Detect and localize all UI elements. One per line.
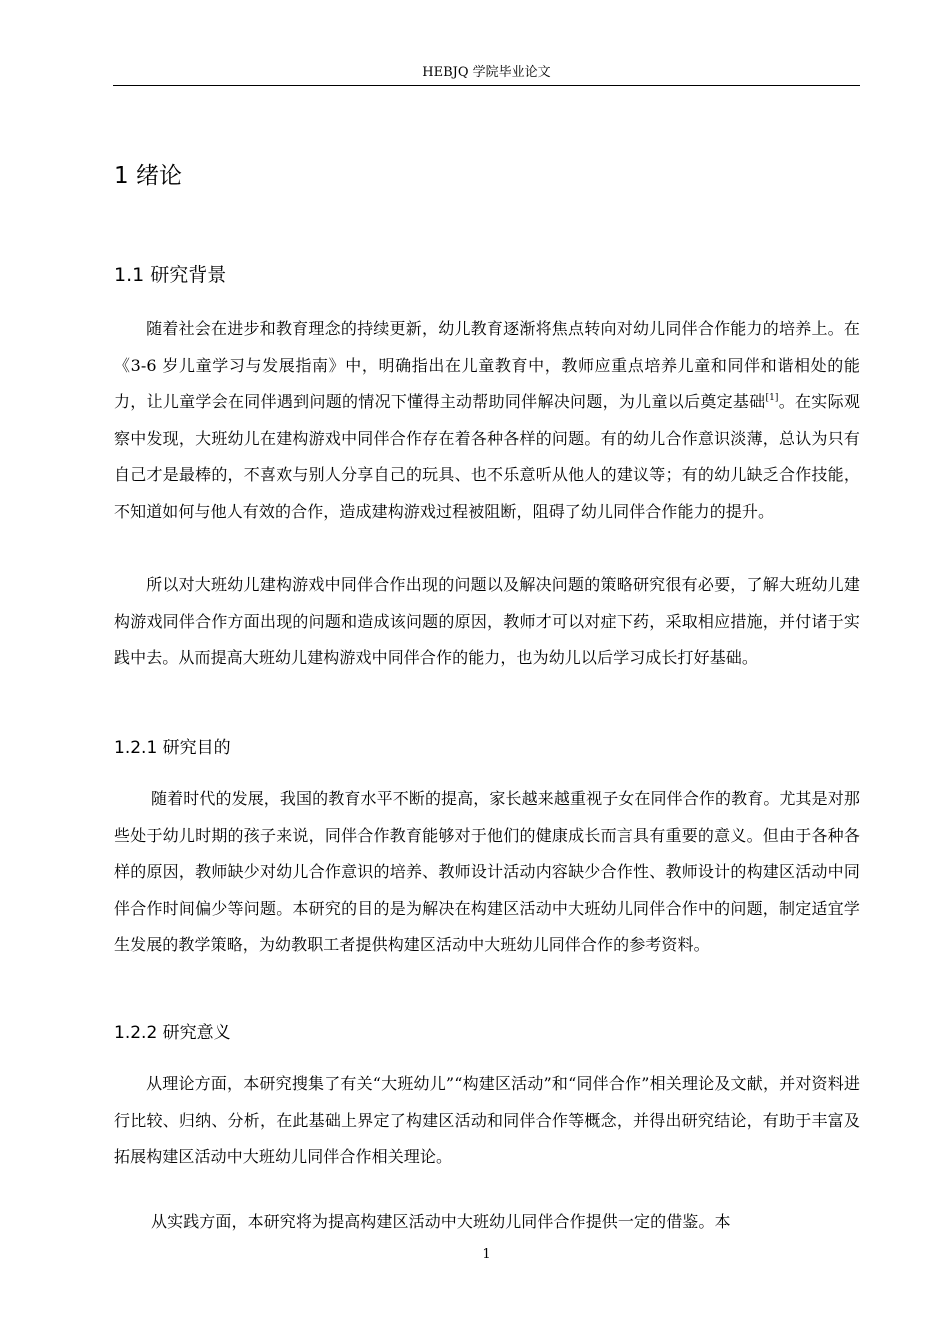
paragraph-background-1 [114, 311, 860, 531]
paragraph-background-1-text-a: 随着社会在进步和教育理念的持续更新，幼儿教育逐渐将焦点转向对幼儿同伴合作能力的培养上。在《3-6 岁儿童学习与发展指南》中，明确指出在儿童教育中，教师应重点培养儿童和同伴和谐相处的能力，让儿童学会在同伴遇到问题的情况下懂得主动帮助同伴解决问题，为儿童以后奠定基础 [114, 319, 860, 412]
chapter-title: 1 绪论 [114, 163, 182, 189]
paragraph-background-2-text: 所以对大班幼儿建构游戏中同伴合作出现的问题以及解决问题的策略研究很有必要，了解大班幼儿建构游戏同伴合作方面出现的问题和造成该问题的原因，教师才可以对症下药，采取相应措施，并付诸于实践中去。从而提高大班幼儿建构游戏中同伴合作的能力，也为幼儿以后学习成长打好基础。 [114, 575, 860, 668]
paragraph-background-2 [114, 567, 860, 677]
paragraph-significance-practice [114, 1204, 860, 1241]
header-rule [113, 85, 860, 86]
subsection-title-1-2-2: 1.2.2 研究意义 [114, 1023, 231, 1043]
paragraph-purpose [114, 781, 860, 964]
paragraph-purpose-text: 随着时代的发展，我国的教育水平不断的提高，家长越来越重视子女在同伴合作的教育。尤其是对那些处于幼儿时期的孩子来说，同伴合作教育能够对于他们的健康成长而言具有重要的意义。但由于各种各样的原因，教师缺少对幼儿合作意识的培养、教师设计活动内容缺少合作性、教师设计的构建区活动中同伴合作时间偏少等问题。本研究的目的是为解决在构建区活动中大班幼儿同伴合作中的问题，制定适宜学生发展的教学策略，为幼教职工者提供构建区活动中大班幼儿同伴合作的参考资料。 [114, 789, 860, 955]
paragraph-significance-practice-text: 从实践方面，本研究将为提高构建区活动中大班幼儿同伴合作提供一定的借鉴。本 [151, 1212, 731, 1231]
citation-ref-1: [1] [765, 393, 779, 404]
section-title-1-1: 1.1 研究背景 [114, 264, 227, 286]
subsection-title-1-2-1: 1.2.1 研究目的 [114, 738, 231, 758]
paragraph-significance-theory-text: 从理论方面，本研究搜集了有关“大班幼儿”“构建区活动”和“同伴合作”相关理论及文献，并对资料进行比较、归纳、分析，在此基础上界定了构建区活动和同伴合作等概念，并得出研究结论，有助于丰富及拓展构建区活动中大班幼儿同伴合作相关理论。 [114, 1074, 860, 1167]
page-number: 1 [482, 1247, 491, 1262]
paragraph-significance-theory [114, 1066, 860, 1176]
running-header: HEBJQ 学院毕业论文 [422, 65, 551, 80]
paragraph-background-1-text-b: 。在实际观察中发现，大班幼儿在建构游戏中同伴合作存在着各种各样的问题。有的幼儿合作意识淡薄，总认为只有自己才是最棒的，不喜欢与别人分享自己的玩具、也不乐意听从他人的建议等；有的幼儿缺乏合作技能，不知道如何与他人有效的合作，造成建构游戏过程被阻断，阻碍了幼儿同伴合作能力的提升。 [114, 392, 860, 521]
